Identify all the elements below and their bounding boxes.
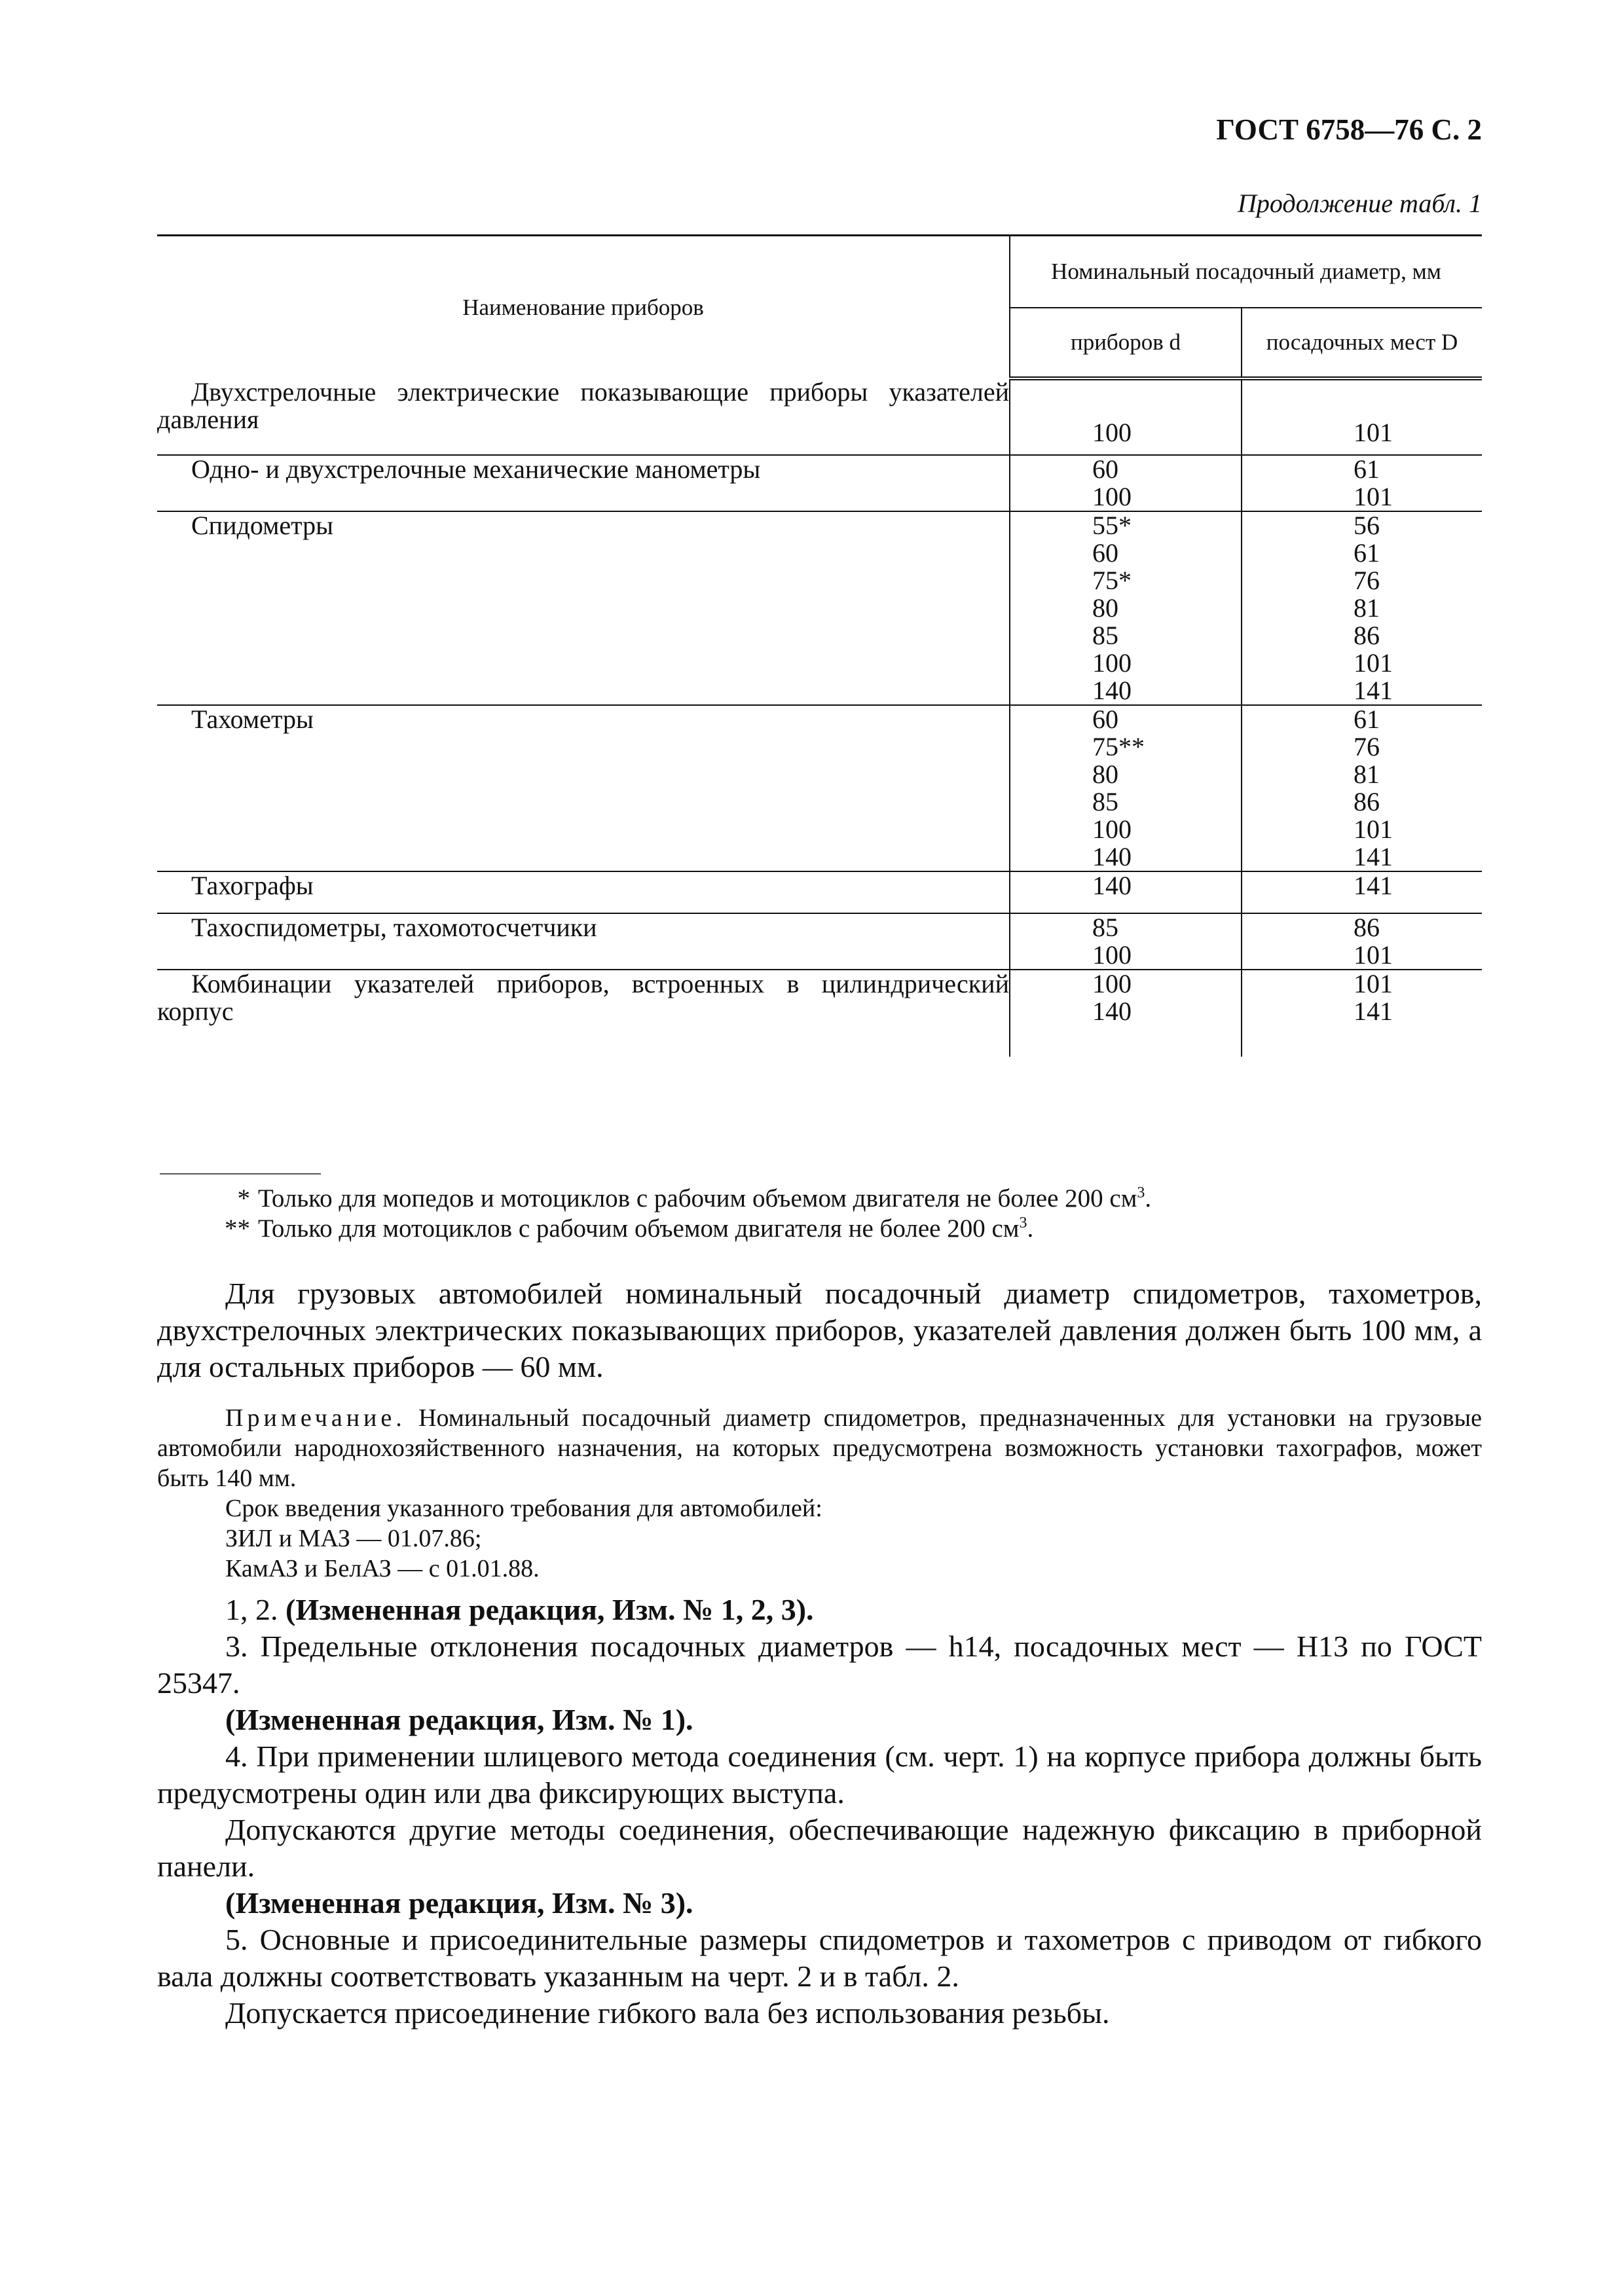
- row-d-values: 85 100: [1010, 913, 1242, 970]
- row-name: Комбинации указателей приборов, встроенных в цилиндрический корпус: [157, 970, 1010, 1057]
- column-header-name: Наименование приборов: [157, 236, 1010, 379]
- column-header-instrument-d: приборов d: [1010, 308, 1242, 378]
- clause-3-edit: (Измененная редакция, Изм. № 1).: [225, 1703, 693, 1736]
- row-name: Тахографы: [157, 871, 1010, 913]
- clause-5-shaft: Допускается присоединение гибкого вала без использования резьбы.: [225, 1996, 1110, 2030]
- clause-3: 3. Предельные отклонения посадочных диаметров — h14, посадочных мест — Н13 по ГОСТ 25347.: [157, 1630, 1482, 1700]
- clause-4: 4. При применении шлицевого метода соединения (см. черт. 1) на корпусе прибора должны быть предусмотрены один или два фиксирующих выступа.: [157, 1740, 1482, 1810]
- row-D-values: 101: [1242, 378, 1482, 455]
- clause-4-edit: (Измененная редакция, Изм. № 3).: [225, 1886, 693, 1920]
- table-row: [157, 970, 1482, 1057]
- note-label: Примечание.: [225, 1404, 406, 1432]
- row-d-values: 100: [1010, 378, 1242, 455]
- note-line-1: Срок введения указанного требования для автомобилей:: [225, 1495, 822, 1522]
- diameter-table: [157, 234, 1482, 1057]
- clauses: [157, 1592, 1482, 2032]
- footnote-2: ** Только для мотоциклов с рабочим объемом двигателя не более 200 $см^3$.: [225, 1214, 1034, 1243]
- row-D-values: 61 101: [1242, 455, 1482, 511]
- row-D-values: 56 61 76 81 86 101 141: [1242, 511, 1482, 705]
- row-name: Спидометры: [157, 511, 1010, 705]
- clause-5: 5. Основные и присоединительные размеры спидометров и тахометров с приводом от гибкого вала должны соответствовать указанным на черт. 2 и в табл. 2.: [157, 1923, 1482, 1993]
- footnote-divider: [160, 1173, 321, 1175]
- row-d-values: 60 75** 80 85 100 140: [1010, 705, 1242, 871]
- row-name: Тахоспидометры, тахомотосчетчики: [157, 913, 1010, 970]
- table-row: [157, 913, 1482, 970]
- table-row: [157, 378, 1482, 455]
- table-row: [157, 705, 1482, 871]
- paragraph-trucks: Для грузовых автомобилей номинальный посадочный диаметр спидометров, тахометров, двухстрелочных электрических показывающих приборов, указателей давления должен быть 100 мм, а для остальных приборов — 60 мм.: [157, 1277, 1482, 1383]
- clause-4-methods: Допускаются другие методы соединения, обеспечивающие надежную фиксацию в приборной панели.: [157, 1813, 1482, 1883]
- document-header: ГОСТ 6758—76 С. 2: [1216, 113, 1482, 146]
- column-header-diameter: Номинальный посадочный диаметр, мм: [1010, 236, 1482, 308]
- table-continuation-caption: Продолжение табл. 1: [1237, 189, 1482, 218]
- row-d-values: 55* 60 75* 80 85 100 140: [1010, 511, 1242, 705]
- column-header-seat-D: посадочных мест D: [1242, 308, 1482, 378]
- note-text: Номинальный посадочный диаметр спидометров, предназначенных для установки на грузовые автомобили народнохозяйственного назначения, на которых предусмотрена возможность установки тахографов, может быть 140 мм.: [157, 1404, 1482, 1492]
- row-d-values: 60 100: [1010, 455, 1242, 511]
- row-D-values: 61 76 81 86 101 141: [1242, 705, 1482, 871]
- note-line-3: КамАЗ и БелАЗ — с 01.01.88.: [225, 1555, 540, 1582]
- row-name: Одно- и двухстрелочные механические манометры: [157, 455, 1010, 511]
- row-D-values: 86 101: [1242, 913, 1482, 970]
- row-d-values: 140: [1010, 871, 1242, 913]
- row-D-values: 101 141: [1354, 969, 1393, 1026]
- row-name: Тахометры: [157, 705, 1010, 871]
- row-name: Двухстрелочные электрические показывающие приборы указателей давления: [157, 378, 1010, 455]
- table-row: [157, 871, 1482, 913]
- clause-1-2: 1, 2. (Измененная редакция, Изм. № 1, 2, 3).: [225, 1593, 814, 1626]
- row-D-values: 141: [1242, 871, 1482, 913]
- footnote-1: * Только для мопедов и мотоциклов с рабочим объемом двигателя не более 200 $см^3$.: [237, 1184, 1152, 1212]
- note-line-2: ЗИЛ и МАЗ — 01.07.86;: [225, 1525, 482, 1552]
- table-row: [157, 455, 1482, 511]
- row-d-values: 100 140: [1010, 970, 1242, 1057]
- note-block: [157, 1403, 1482, 1584]
- table-row: [157, 511, 1482, 705]
